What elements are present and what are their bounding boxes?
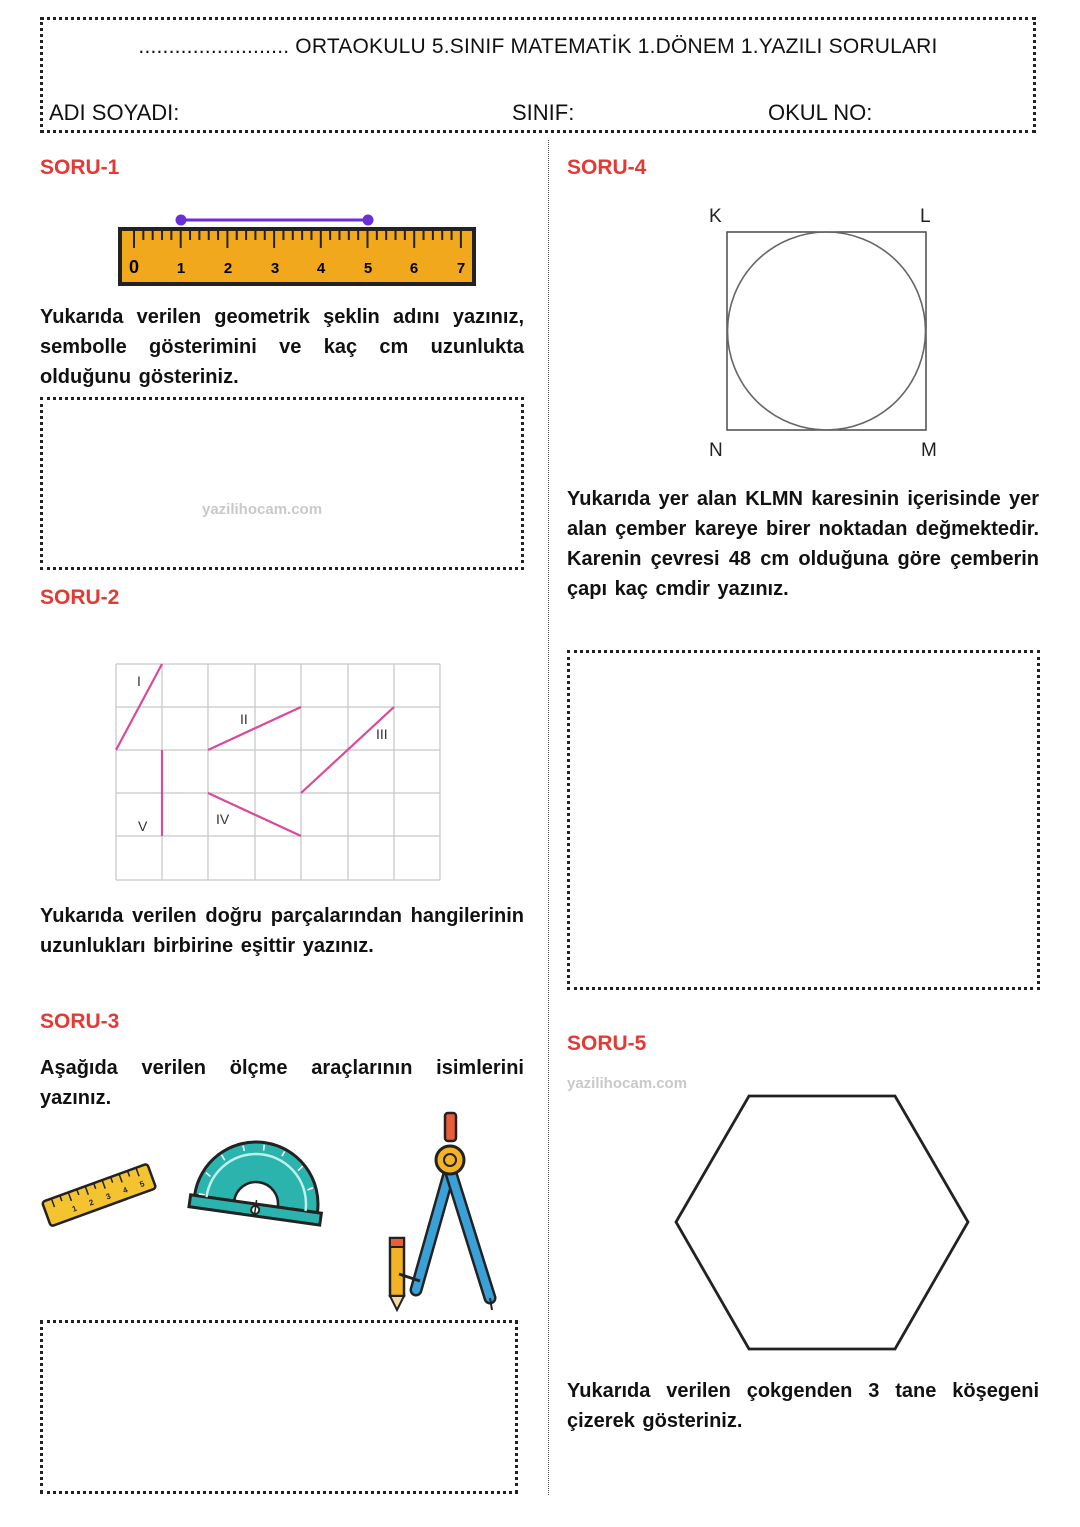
class-label: SINIF: xyxy=(512,100,575,125)
ruler-body xyxy=(120,229,474,284)
q2-text: Yukarıda verilen doğru parçalarından hangilerinin uzunlukları birbirine eşittir yazınız. xyxy=(40,905,524,957)
hexagon xyxy=(676,1096,968,1349)
small-ruler-number: 4 xyxy=(121,1185,129,1196)
small-ruler-number: 1 xyxy=(70,1203,79,1214)
ruler-number: 4 xyxy=(316,260,326,277)
name-label: ADI SOYADI: xyxy=(49,100,180,125)
protractor-tool xyxy=(186,1136,326,1240)
exam-header xyxy=(40,17,1036,133)
segment-label: II xyxy=(240,711,248,727)
ruler-number: 0 xyxy=(128,257,140,277)
segment-labels xyxy=(137,673,388,834)
q4-text: Yukarıda yer alan KLMN karesinin içerisinde yer alan çember kareye birer noktadan değmektedir. Karenin çevresi 48 cm olduğuna göre çemberin çapı kaç cmdir yazınız. xyxy=(567,488,1039,600)
q3-label: SORU-3 xyxy=(40,1010,120,1033)
inscribed-circle xyxy=(728,232,926,430)
vertex-l: L xyxy=(920,206,931,227)
ruler-number: 5 xyxy=(363,260,373,277)
watermark: yazilihocam.com xyxy=(202,501,323,518)
segment-endpoint-a xyxy=(176,215,187,226)
segment-grid-figure xyxy=(114,662,444,882)
q1-text: Yukarıda verilen geometrik şeklin adını yazınız, sembolle gösterimini ve kaç cm uzunlukta olduğunu gösteriniz. xyxy=(40,306,524,388)
small-ruler-number: 3 xyxy=(104,1191,112,1202)
q1-answer-box[interactable] xyxy=(40,397,524,570)
vertex-k: K xyxy=(709,206,722,227)
q1-label: SORU-1 xyxy=(40,156,120,179)
exam-title: ......................... ORTAOKULU 5.SINIF MATEMATİK 1.DÖNEM 1.YAZILI SORULARI xyxy=(138,35,938,58)
q4-answer-box[interactable] xyxy=(567,650,1040,990)
compass-tool xyxy=(386,1110,500,1315)
small-ruler-number: 5 xyxy=(138,1179,146,1190)
vertex-labels xyxy=(709,206,937,461)
ruler-number: 3 xyxy=(270,260,280,277)
watermark: yazilihocam.com xyxy=(567,1075,688,1092)
ruler-number: 2 xyxy=(223,260,233,277)
q3-text: Aşağıda verilen ölçme araçlarının isimlerini yazınız. xyxy=(40,1057,524,1109)
vertex-n: N xyxy=(709,440,723,461)
hexagon-figure xyxy=(672,1092,972,1354)
segment-label: III xyxy=(376,726,388,742)
ruler-figure xyxy=(118,210,478,290)
grid xyxy=(116,664,440,880)
q5-label: SORU-5 xyxy=(567,1032,647,1055)
segment-label: IV xyxy=(216,811,230,827)
q3-answer-box[interactable] xyxy=(40,1320,518,1494)
square-circle-figure xyxy=(700,200,950,465)
q2-label: SORU-2 xyxy=(40,586,120,609)
segment-endpoint-b xyxy=(363,215,374,226)
ruler-number: 7 xyxy=(456,260,466,277)
number-label: OKUL NO: xyxy=(768,100,873,125)
ruler-number: 6 xyxy=(409,260,419,277)
vertex-m: M xyxy=(921,440,937,461)
q4-label: SORU-4 xyxy=(567,156,647,179)
segment-label: I xyxy=(137,673,141,689)
ruler-number: 1 xyxy=(176,260,186,277)
q5-text: Yukarıda verilen çokgenden 3 tane köşegeni çizerek gösteriniz. xyxy=(567,1380,1039,1432)
column-divider xyxy=(548,140,549,1495)
ruler-tool xyxy=(36,1150,158,1220)
segment-label: V xyxy=(138,818,148,834)
small-ruler-number: 2 xyxy=(87,1197,96,1208)
